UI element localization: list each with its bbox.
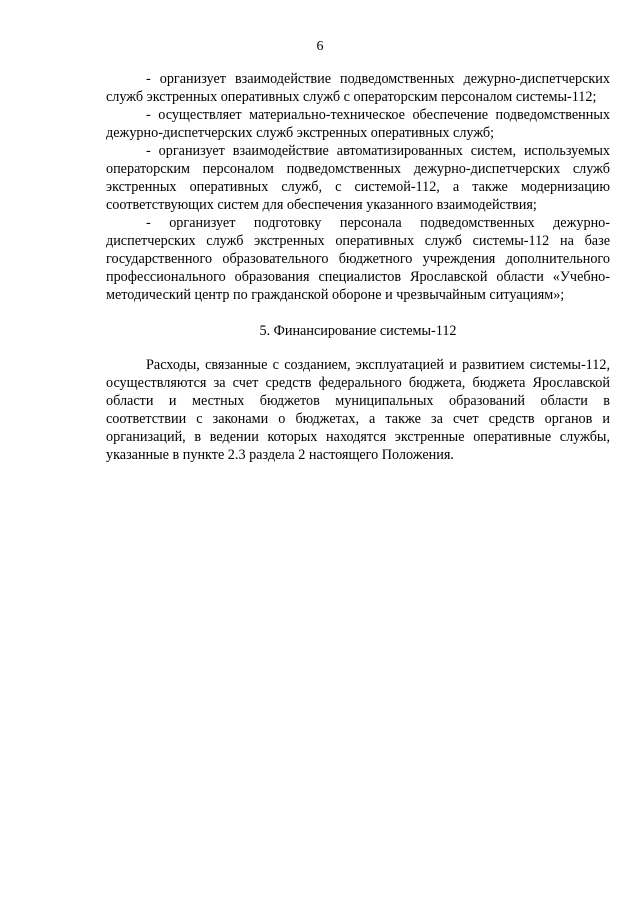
list-item: - осуществляет материально-техническое обеспечение подведомственных дежурно-диспетчерских служб экстренных оперативных служб; [106,107,610,141]
list-item: - организует подготовку персонала подведомственных дежурно-диспетчерских служб экстренных оперативных служб системы-112 на базе государственного образовательного бюджетного учреждения дополнительного профессионального образования специалистов Ярославской области «Учебно-методический центр по гражданской обороне и чрезвычайным ситуациям»; [106,215,610,303]
list-item: - организует взаимодействие автоматизированных систем, используемых операторским персоналом подведомственных дежурно-диспетчерских служб экстренных оперативных служб, с системой-112, а также модернизацию соответствующих систем для обеспечения указанного взаимодействия; [106,143,610,213]
document-body [106,70,610,464]
section-paragraph: Расходы, связанные с созданием, эксплуатацией и развитием системы-112, осуществляются за счет средств федерального бюджета, бюджета Ярославской области и местных бюджетов муниципальных образований области в соответствии с законами о бюджетах, а также за счет средств органов и организаций, в ведении которых находятся экстренные оперативные службы, указанные в пункте 2.3 раздела 2 настоящего Положения. [106,357,610,463]
list-item: - организует взаимодействие подведомственных дежурно-диспетчерских служб экстренных оперативных служб с операторским персоналом системы-112; [106,71,610,105]
page-number: 6 [316,39,324,54]
section-heading: 5. Финансирование системы-112 [259,323,457,339]
